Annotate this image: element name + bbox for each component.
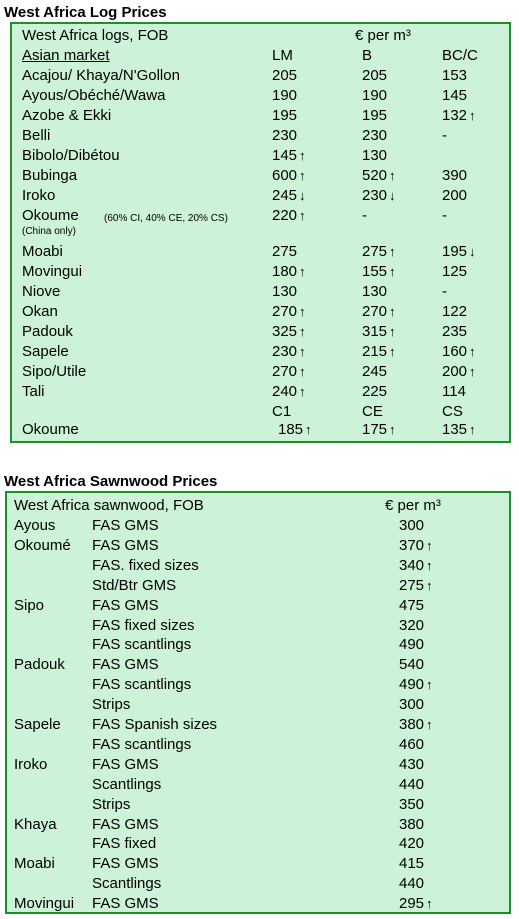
sawn-species: Sapele: [14, 716, 61, 733]
log-prices-table: [10, 22, 511, 443]
okoume-label: Okoume: [22, 421, 79, 438]
price-cell: 230 ↓: [362, 186, 396, 205]
species-name: Ayous/Obéché/Wawa: [22, 87, 166, 104]
price-cell: 240 ↑: [272, 382, 306, 401]
sawn-species: Khaya: [14, 815, 57, 833]
price-cell: 205: [362, 67, 388, 84]
sawn-species: Movingui: [14, 895, 75, 913]
col-cs: CS: [442, 403, 463, 420]
col-ce: CE: [362, 403, 383, 420]
species-name: Iroko: [22, 187, 56, 204]
sawn-price: 430: [399, 755, 425, 773]
sawn-grade: Std/Btr GMS: [92, 576, 177, 594]
sawn-grade: FAS GMS: [92, 815, 159, 833]
col-b: B: [362, 47, 373, 64]
price-cell: 270 ↑: [272, 362, 306, 381]
sawn-grade: Scantlings: [92, 775, 162, 793]
sawn-price: 340 ↑: [399, 556, 433, 575]
species-name: Tali: [22, 383, 45, 400]
price-cell: 195: [362, 107, 388, 124]
price-cell: 130: [362, 147, 388, 164]
species-name: Movingui: [22, 263, 83, 280]
sawn-price: 275 ↑: [399, 576, 433, 595]
price-cell: -: [442, 127, 447, 144]
sawn-price: 370 ↑: [399, 536, 433, 555]
sawn-grade: Strips: [92, 795, 131, 813]
log-prices-title: West Africa Log Prices: [4, 4, 167, 21]
price-cell: 195: [272, 107, 298, 124]
price-cell: 145 ↑: [272, 146, 306, 165]
price-cell: 153: [442, 67, 468, 84]
asian-market-label: Asian market: [22, 47, 110, 64]
sawn-price: 380: [399, 815, 425, 833]
price-cell: -: [362, 207, 367, 224]
price-cell: 215 ↑: [362, 342, 396, 361]
species-name: Okan: [22, 303, 58, 320]
sawn-grade: FAS GMS: [92, 755, 159, 773]
species-name: Acajou/ Khaya/N'Gollon: [22, 67, 180, 84]
sawn-species: Ayous: [14, 517, 56, 534]
sawn-price: 300: [399, 517, 425, 534]
price-cell: 270 ↑: [272, 302, 306, 321]
sawn-price: 320: [399, 616, 425, 634]
price-cell: 315 ↑: [362, 322, 396, 341]
price-cell: -: [442, 283, 447, 300]
price-cell: 230: [272, 127, 298, 144]
sawn-grade: FAS GMS: [92, 895, 159, 913]
price-cell: 155 ↑: [362, 262, 396, 281]
sawn-species: Iroko: [14, 755, 48, 773]
price-cell: 275: [272, 243, 298, 260]
sawn-price: 420: [399, 835, 425, 853]
sawn-price: 440: [399, 875, 425, 893]
price-cell: 190: [272, 87, 298, 104]
sawn-grade: FAS fixed: [92, 835, 157, 853]
sawnwood-prices-table: [5, 491, 511, 914]
sawn-grade: FAS scantlings: [92, 636, 192, 654]
sawnwood-prices-title: West Africa Sawnwood Prices: [4, 473, 218, 490]
price-cell: 220 ↑: [272, 206, 306, 225]
price-cell: 230: [362, 127, 388, 144]
price-cell: 275 ↑: [362, 242, 396, 261]
price-cell: 180 ↑: [272, 262, 306, 281]
sawn-price: 460: [399, 735, 425, 753]
price-cell: 145: [442, 87, 468, 104]
sawn-price: 440: [399, 775, 425, 793]
price-cell: 235: [442, 323, 468, 340]
sawn-grade: FAS scantlings: [92, 735, 192, 753]
price-cell: 195 ↓: [442, 242, 476, 261]
sawn-price: 380 ↑: [399, 715, 433, 734]
sawn-grade: FAS GMS: [92, 536, 159, 554]
species-note: (60% CI, 40% CE, 20% CS): [104, 213, 228, 224]
species-name: Azobe & Ekki: [22, 107, 112, 124]
price-cell: 225: [362, 383, 388, 400]
sawn-grade: FAS GMS: [92, 596, 159, 614]
sawn-price: 490 ↑: [399, 675, 433, 694]
price-cell: 160 ↑: [442, 342, 476, 361]
price-cell: 114: [442, 383, 466, 400]
sawn-price: 490: [399, 636, 425, 654]
sawn-grade: Strips: [92, 696, 131, 714]
price-cell: 600 ↑: [272, 166, 306, 185]
sawn-price: 295 ↑: [399, 894, 433, 913]
species-name: Sipo/Utile: [22, 363, 87, 380]
species-name: Niove: [22, 283, 61, 300]
price-cell: 245: [362, 363, 388, 380]
sawn-species: Okoumé: [14, 536, 71, 554]
price-cell: 122: [442, 303, 468, 320]
price-cell: 390: [442, 167, 468, 184]
species-name: Moabi: [22, 243, 63, 260]
price-cell: 132 ↑: [442, 106, 476, 125]
price-cell: 270 ↑: [362, 302, 396, 321]
species-name: Belli: [22, 127, 51, 144]
sawn-grade: Scantlings: [92, 875, 162, 893]
species-name: Bibolo/Dibétou: [22, 147, 120, 164]
price-cell: 325 ↑: [272, 322, 306, 341]
sawn-species: Moabi: [14, 855, 55, 873]
price-cell: 190: [362, 87, 388, 104]
species-note-2: (China only): [22, 226, 76, 237]
sawn-price: 540: [399, 656, 425, 674]
price-cell: 200: [442, 187, 468, 204]
species-name: Okoume: [22, 207, 79, 224]
sawn-grade: FAS fixed sizes: [92, 616, 195, 634]
price-cell: 130: [362, 283, 388, 300]
col-lm: LM: [272, 47, 293, 64]
sawn-header-label: West Africa sawnwood, FOB: [14, 497, 204, 514]
price-cell: -: [442, 207, 447, 224]
log-header-label: West Africa logs, FOB: [22, 27, 169, 44]
sawn-grade: FAS Spanish sizes: [92, 716, 218, 733]
okoume-cs: 135 ↑: [442, 420, 476, 439]
sawn-species: Sipo: [14, 596, 45, 614]
sawn-header-unit: € per m³: [385, 497, 441, 514]
log-header-unit: € per m³: [355, 27, 411, 44]
sawn-grade: FAS GMS: [92, 855, 159, 873]
price-cell: 245 ↓: [272, 186, 306, 205]
sawn-species: Padouk: [14, 656, 65, 674]
sawn-grade: FAS GMS: [92, 517, 159, 534]
sawn-grade: FAS. fixed sizes: [92, 556, 199, 574]
price-cell: 130: [272, 283, 298, 300]
species-name: Sapele: [22, 343, 69, 360]
sawn-price: 415: [399, 855, 425, 873]
species-name: Padouk: [22, 323, 73, 340]
price-cell: 205: [272, 67, 298, 84]
sawn-price: 475: [399, 596, 425, 614]
col-c1: C1: [272, 403, 292, 420]
price-cell: 520 ↑: [362, 166, 396, 185]
price-cell: 200 ↑: [442, 362, 476, 381]
okoume-ce: 175 ↑: [362, 420, 396, 439]
sawn-grade: FAS GMS: [92, 656, 159, 674]
price-cell: 230 ↑: [272, 342, 306, 361]
sawn-price: 300: [399, 696, 425, 714]
sawn-price: 350: [399, 795, 425, 813]
price-cell: 125: [442, 263, 468, 280]
okoume-c1: 185 ↑: [278, 420, 312, 439]
sawn-grade: FAS scantlings: [92, 676, 192, 694]
col-bcc: BC/C: [442, 47, 478, 64]
species-name: Bubinga: [22, 167, 78, 184]
